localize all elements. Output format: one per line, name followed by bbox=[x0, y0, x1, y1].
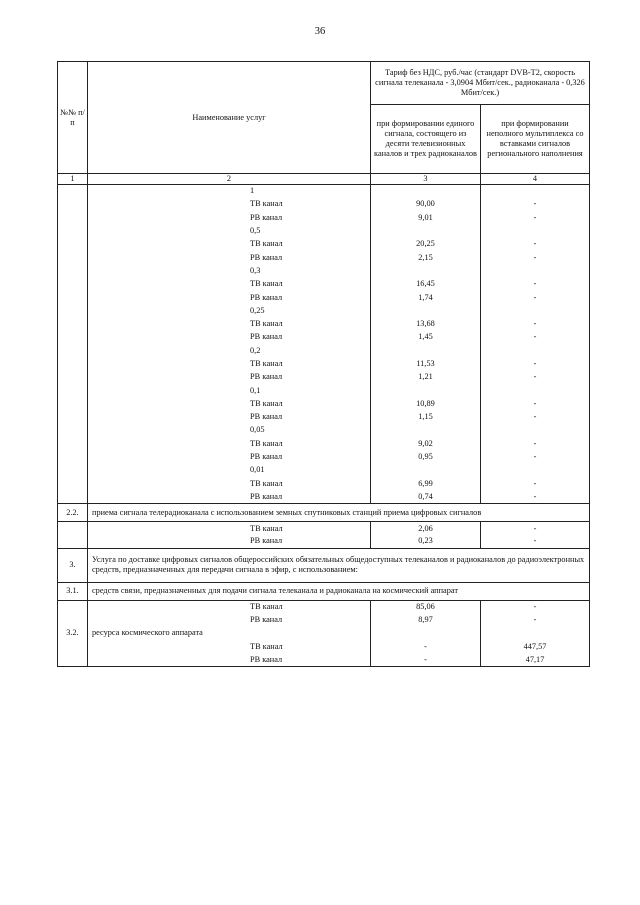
header-col3: при формировании единого сигнала, состоящего из десяти телевизионных каналов и трех радиоканалов bbox=[371, 105, 481, 174]
section-title: ресурса космического аппарата bbox=[88, 627, 371, 640]
num-cell bbox=[58, 464, 88, 477]
channel-name: ТВ канал bbox=[88, 600, 371, 613]
value-cell bbox=[481, 304, 590, 317]
channel-name: ТВ канал bbox=[88, 397, 371, 410]
value-col4: - bbox=[481, 357, 590, 370]
value-col3: 1,15 bbox=[371, 411, 481, 424]
value-col3: 0,95 bbox=[371, 450, 481, 463]
num-cell bbox=[58, 522, 88, 535]
speed-label: 0,2 bbox=[88, 344, 371, 357]
num-cell bbox=[58, 264, 88, 277]
channel-name: ТВ канал bbox=[88, 477, 371, 490]
value-col3: 2,15 bbox=[371, 251, 481, 264]
table-row bbox=[58, 535, 590, 548]
table-row bbox=[58, 582, 590, 600]
channel-name: РВ канал bbox=[88, 291, 371, 304]
section-title: приема сигнала телерадиоканала с использованием земных спутниковых станций приема цифровых сигналов bbox=[88, 504, 590, 522]
channel-name: ТВ канал bbox=[88, 198, 371, 211]
table-row bbox=[58, 224, 590, 237]
section-number: 3.2. bbox=[58, 627, 88, 640]
table-row bbox=[58, 317, 590, 330]
value-col4: - bbox=[481, 600, 590, 613]
table-row bbox=[58, 344, 590, 357]
table-row bbox=[58, 504, 590, 522]
channel-name: РВ канал bbox=[88, 450, 371, 463]
num-cell bbox=[58, 614, 88, 627]
sections bbox=[58, 504, 590, 667]
value-col3: 2,06 bbox=[371, 522, 481, 535]
num-cell bbox=[58, 384, 88, 397]
num-cell bbox=[58, 535, 88, 548]
channel-name: РВ канал bbox=[88, 331, 371, 344]
table-row bbox=[58, 614, 590, 627]
value-cell bbox=[481, 264, 590, 277]
table-row bbox=[58, 437, 590, 450]
table-row bbox=[58, 264, 590, 277]
num-cell bbox=[58, 490, 88, 503]
col-number-1: 1 bbox=[58, 174, 88, 185]
value-col4: - bbox=[481, 331, 590, 344]
table-row bbox=[58, 304, 590, 317]
value-cell bbox=[481, 384, 590, 397]
value-col3: 13,68 bbox=[371, 317, 481, 330]
value-cell bbox=[481, 185, 590, 198]
table-row bbox=[58, 384, 590, 397]
channel-name: РВ канал bbox=[88, 411, 371, 424]
channel-name: РВ канал bbox=[88, 614, 371, 627]
table-row bbox=[58, 477, 590, 490]
value-col3: 9,02 bbox=[371, 437, 481, 450]
value-col3: 1,21 bbox=[371, 371, 481, 384]
table-row bbox=[58, 653, 590, 666]
table-row bbox=[58, 331, 590, 344]
value-cell bbox=[371, 185, 481, 198]
value-col3: 9,01 bbox=[371, 211, 481, 224]
table-row bbox=[58, 357, 590, 370]
value-col3: 16,45 bbox=[371, 278, 481, 291]
num-cell bbox=[58, 437, 88, 450]
num-cell bbox=[58, 238, 88, 251]
value-col4: - bbox=[481, 291, 590, 304]
value-col3: - bbox=[371, 640, 481, 653]
header-tariff: Тариф без НДС, руб./час (стандарт DVB-T2, скорость сигнала телеканала - 3,0904 Мбит/сек., радиоканала - 0,326 Мбит/сек.) bbox=[371, 62, 590, 105]
value-cell bbox=[371, 304, 481, 317]
value-col3: 85,06 bbox=[371, 600, 481, 613]
value-cell bbox=[371, 464, 481, 477]
num-cell bbox=[58, 371, 88, 384]
num-cell bbox=[58, 450, 88, 463]
speed-label: 0,01 bbox=[88, 464, 371, 477]
tariff-table bbox=[57, 61, 590, 667]
num-cell bbox=[58, 477, 88, 490]
section-number: 3. bbox=[58, 548, 88, 582]
value-col4: - bbox=[481, 211, 590, 224]
value-col4: - bbox=[481, 614, 590, 627]
value-cell bbox=[371, 344, 481, 357]
speed-label: 0,3 bbox=[88, 264, 371, 277]
num-cell bbox=[58, 424, 88, 437]
value-col3: - bbox=[371, 653, 481, 666]
value-cell bbox=[481, 424, 590, 437]
table-row bbox=[58, 211, 590, 224]
channel-name: ТВ канал bbox=[88, 437, 371, 450]
value-cell bbox=[371, 384, 481, 397]
value-col3: 8,97 bbox=[371, 614, 481, 627]
num-cell bbox=[58, 600, 88, 613]
channel-name: РВ канал bbox=[88, 490, 371, 503]
speed-label: 0,5 bbox=[88, 224, 371, 237]
num-cell bbox=[58, 304, 88, 317]
value-cell bbox=[481, 344, 590, 357]
num-cell bbox=[58, 198, 88, 211]
value-cell bbox=[371, 424, 481, 437]
channel-name: ТВ канал bbox=[88, 317, 371, 330]
channel-name: РВ канал bbox=[88, 251, 371, 264]
table-row bbox=[58, 238, 590, 251]
value-col4: - bbox=[481, 450, 590, 463]
value-col4: - bbox=[481, 522, 590, 535]
num-cell bbox=[58, 411, 88, 424]
channel-name: РВ канал bbox=[88, 371, 371, 384]
num-cell bbox=[58, 331, 88, 344]
value-col3: 6,99 bbox=[371, 477, 481, 490]
header-service-name: Наименование услуг bbox=[88, 62, 371, 174]
channel-name: РВ канал bbox=[88, 653, 371, 666]
num-cell bbox=[58, 397, 88, 410]
table-row bbox=[58, 548, 590, 582]
table-row bbox=[58, 291, 590, 304]
value-cell bbox=[481, 224, 590, 237]
num-cell bbox=[58, 251, 88, 264]
num-cell bbox=[58, 640, 88, 653]
table-row bbox=[58, 490, 590, 503]
value-col3: 90,00 bbox=[371, 198, 481, 211]
value-col4: - bbox=[481, 251, 590, 264]
table-row bbox=[58, 450, 590, 463]
value-cell bbox=[481, 627, 590, 640]
value-col4: 447,57 bbox=[481, 640, 590, 653]
table-row bbox=[58, 627, 590, 640]
num-cell bbox=[58, 291, 88, 304]
num-cell bbox=[58, 317, 88, 330]
table-row bbox=[58, 600, 590, 613]
table-row bbox=[58, 640, 590, 653]
channel-name: РВ канал bbox=[88, 211, 371, 224]
table-row bbox=[58, 522, 590, 535]
value-col4: - bbox=[481, 477, 590, 490]
col-number-2: 2 bbox=[88, 174, 371, 185]
value-col4: 47,17 bbox=[481, 653, 590, 666]
value-col4: - bbox=[481, 437, 590, 450]
num-cell bbox=[58, 211, 88, 224]
table-row bbox=[58, 251, 590, 264]
speed-blocks bbox=[58, 185, 590, 504]
table-row bbox=[58, 464, 590, 477]
value-col4: - bbox=[481, 535, 590, 548]
speed-label: 0,25 bbox=[88, 304, 371, 317]
value-col4: - bbox=[481, 490, 590, 503]
table-row bbox=[58, 371, 590, 384]
section-number: 3.1. bbox=[58, 582, 88, 600]
value-col4: - bbox=[481, 371, 590, 384]
section-title: средств связи, предназначенных для подачи сигнала телеканала и радиоканала на космический аппарат bbox=[88, 582, 590, 600]
num-cell bbox=[58, 357, 88, 370]
section-number: 2.2. bbox=[58, 504, 88, 522]
header-col4: при формировании неполного мультиплекса со вставками сигналов регионального наполнения bbox=[481, 105, 590, 174]
value-col4: - bbox=[481, 238, 590, 251]
value-col4: - bbox=[481, 317, 590, 330]
num-cell bbox=[58, 278, 88, 291]
table-row bbox=[58, 185, 590, 198]
speed-label: 1 bbox=[88, 185, 371, 198]
channel-name: ТВ канал bbox=[88, 640, 371, 653]
value-cell bbox=[481, 464, 590, 477]
num-cell bbox=[58, 344, 88, 357]
num-cell bbox=[58, 185, 88, 198]
header-num: №№ п/п bbox=[58, 62, 88, 174]
value-col3: 20,25 bbox=[371, 238, 481, 251]
speed-label: 0,05 bbox=[88, 424, 371, 437]
value-cell bbox=[371, 627, 481, 640]
col-number-4: 4 bbox=[481, 174, 590, 185]
value-col3: 0,23 bbox=[371, 535, 481, 548]
value-col3: 10,89 bbox=[371, 397, 481, 410]
section-title: Услуга по доставке цифровых сигналов общероссийских обязательных общедоступных телеканалов и радиоканалов до радиоэлектронных средств, предназначенных для передачи сигнала в эфир, с использованием: bbox=[88, 548, 590, 582]
speed-label: 0,1 bbox=[88, 384, 371, 397]
table-row bbox=[58, 278, 590, 291]
table-head bbox=[58, 62, 590, 185]
num-cell bbox=[58, 653, 88, 666]
table-row bbox=[58, 198, 590, 211]
value-col3: 0,74 bbox=[371, 490, 481, 503]
value-col4: - bbox=[481, 411, 590, 424]
value-col3: 11,53 bbox=[371, 357, 481, 370]
channel-name: ТВ канал bbox=[88, 238, 371, 251]
channel-name: ТВ канал bbox=[88, 278, 371, 291]
channel-name: ТВ канал bbox=[88, 357, 371, 370]
value-col4: - bbox=[481, 397, 590, 410]
value-cell bbox=[371, 264, 481, 277]
table-row bbox=[58, 397, 590, 410]
table-row bbox=[58, 411, 590, 424]
value-cell bbox=[371, 224, 481, 237]
value-col4: - bbox=[481, 198, 590, 211]
table-row bbox=[58, 424, 590, 437]
page-number: 36 bbox=[314, 26, 326, 37]
value-col3: 1,74 bbox=[371, 291, 481, 304]
num-cell bbox=[58, 224, 88, 237]
col-number-3: 3 bbox=[371, 174, 481, 185]
value-col4: - bbox=[481, 278, 590, 291]
channel-name: РВ канал bbox=[88, 535, 371, 548]
value-col3: 1,45 bbox=[371, 331, 481, 344]
channel-name: ТВ канал bbox=[88, 522, 371, 535]
